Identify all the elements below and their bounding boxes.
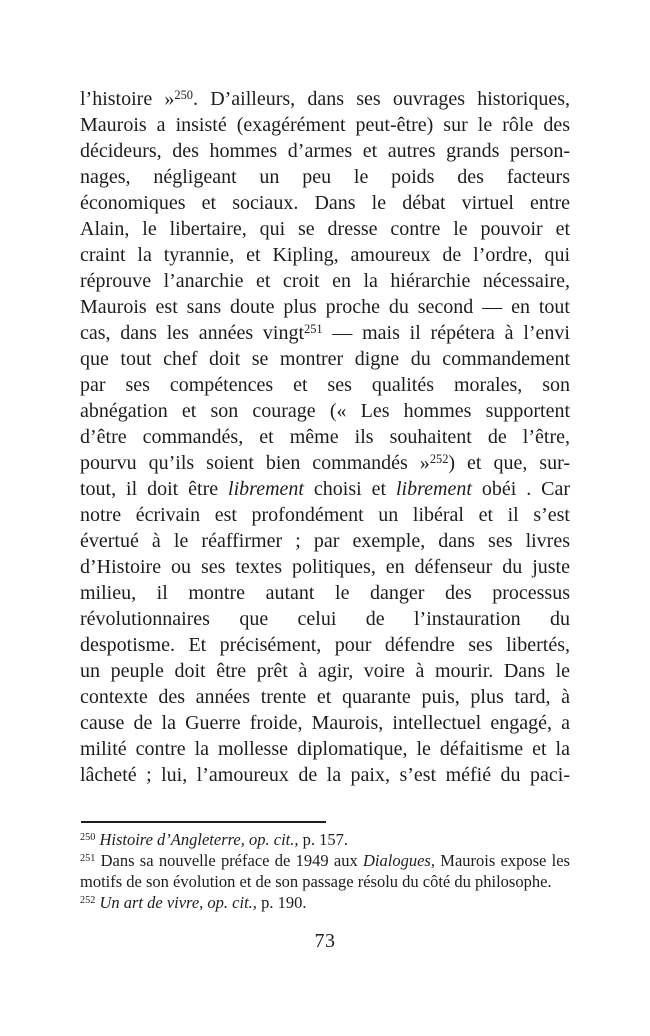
body-line: [80, 658, 570, 684]
footnote-line: [80, 871, 570, 892]
footnote-ref: 251: [80, 853, 96, 865]
page-number: 73: [314, 930, 336, 952]
text-segment: milité contre la mollesse diplomatique, le défaitisme et la: [80, 738, 570, 760]
text-segment: p. 157.: [298, 830, 348, 849]
text-segment: pourvu qu’ils soient bien commandés »: [80, 452, 430, 474]
footnote-line: [80, 850, 570, 871]
text-segment: despotisme. Et précisément, pour défendre ses libertés,: [80, 634, 570, 656]
footnotes: [80, 829, 570, 913]
italic-text: librement: [395, 478, 472, 500]
body-text: [80, 86, 570, 788]
body-line: [80, 450, 570, 476]
body-line: [80, 190, 570, 216]
text-segment: p. 190.: [256, 893, 307, 912]
body-line: [80, 762, 570, 788]
text-segment: cause de la Guerre froide, Maurois, intellectuel engagé, a: [80, 712, 570, 734]
text-segment: décideurs, des hommes d’armes et autres grands person-: [80, 140, 570, 162]
body-line: [80, 606, 570, 632]
text-segment: craint la tyrannie, et Kipling, amoureux de l’ordre, qui: [80, 244, 570, 266]
text-segment: milieu, il montre autant le danger des processus: [80, 582, 570, 604]
body-line: [80, 372, 570, 398]
text-segment: Maurois est sans doute plus proche du second — en tout: [80, 296, 570, 318]
italic-text: Histoire d’Angleterre, op. cit.,: [99, 830, 299, 849]
text-segment: Dans sa nouvelle préface de 1949 aux: [95, 851, 364, 870]
body-line: [80, 398, 570, 424]
text-segment: lâcheté ; lui, l’amoureux de la paix, s’est méfié du paci-: [80, 764, 570, 786]
text-segment: — mais il répétera à l’envi: [322, 322, 570, 344]
footnote-divider: [81, 821, 326, 823]
body-line: [80, 424, 570, 450]
body-line: [80, 476, 570, 502]
body-line: [80, 684, 570, 710]
body-line: [80, 736, 570, 762]
italic-text: Un art de vivre, op. cit.,: [99, 893, 257, 912]
footnote-ref: 252: [429, 452, 449, 467]
body-line: [80, 632, 570, 658]
text-segment: Alain, le libertaire, qui se dresse contre le pouvoir et: [80, 218, 570, 240]
footnote-ref: 252: [80, 895, 96, 907]
text-segment: économiques et sociaux. Dans le débat virtuel entre: [80, 192, 570, 214]
italic-text: Dialogues,: [363, 851, 435, 870]
footnote-ref: 250: [174, 88, 193, 103]
text-segment: un peuple doit être prêt à agir, voire à mourir. Dans le: [80, 660, 570, 682]
body-line: [80, 320, 570, 346]
text-segment: Maurois a insisté (exagérément peut-être) sur le rôle des: [80, 114, 570, 136]
text-segment: Maurois expose les: [434, 851, 570, 870]
body-line: [80, 294, 570, 320]
body-line: [80, 112, 570, 138]
body-line: [80, 710, 570, 736]
text-segment: tout, il doit être: [80, 478, 229, 500]
body-line: [80, 346, 570, 372]
text-segment: notre écrivain est profondément un libéral et il s’est: [80, 504, 570, 526]
text-segment: que tout chef doit se montrer digne du commandement: [80, 348, 570, 370]
text-segment: nages, négligeant un peu le poids des facteurs: [80, 166, 570, 188]
text-segment: par ses compétences et ses qualités morales, son: [80, 374, 570, 396]
text-segment: . D’ailleurs, dans ses ouvrages historiques,: [193, 88, 570, 110]
body-line: [80, 502, 570, 528]
text-segment: l’histoire »: [80, 88, 175, 110]
italic-text: librement: [228, 478, 304, 500]
text-segment: cas, dans les années vingt: [80, 322, 304, 344]
footnote-ref: 250: [80, 832, 96, 844]
body-line: [80, 216, 570, 242]
text-segment: ) et que, sur-: [448, 452, 570, 474]
body-line: [80, 138, 570, 164]
text-segment: motifs de son évolution et de son passage résolu du côté du philosophe.: [80, 872, 552, 891]
footnote-line: [80, 829, 570, 850]
text-segment: évertué à le réaffirmer ; par exemple, dans ses livres: [80, 530, 570, 552]
footnote-ref: 251: [304, 322, 323, 337]
text-segment: abnégation et son courage (« Les hommes supportent: [80, 400, 570, 422]
text-segment: d’Histoire ou ses textes politiques, en défenseur du juste: [80, 556, 570, 578]
text-segment: d’être commandés, et même ils souhaitent de l’être,: [80, 426, 570, 448]
body-line: [80, 528, 570, 554]
text-segment: obéi . Car: [471, 478, 571, 500]
body-line: [80, 554, 570, 580]
body-line: [80, 86, 570, 112]
body-line: [80, 164, 570, 190]
text-segment: choisi et: [303, 478, 396, 500]
text-segment: révolutionnaires que celui de l’instauration du: [80, 608, 570, 630]
body-line: [80, 580, 570, 606]
body-line: [80, 268, 570, 294]
text-segment: contexte des années trente et quarante puis, plus tard, à: [80, 686, 570, 708]
footnote-line: [80, 892, 570, 913]
body-line: [80, 242, 570, 268]
text-segment: réprouve l’anarchie et croit en la hiérarchie nécessaire,: [80, 270, 570, 292]
